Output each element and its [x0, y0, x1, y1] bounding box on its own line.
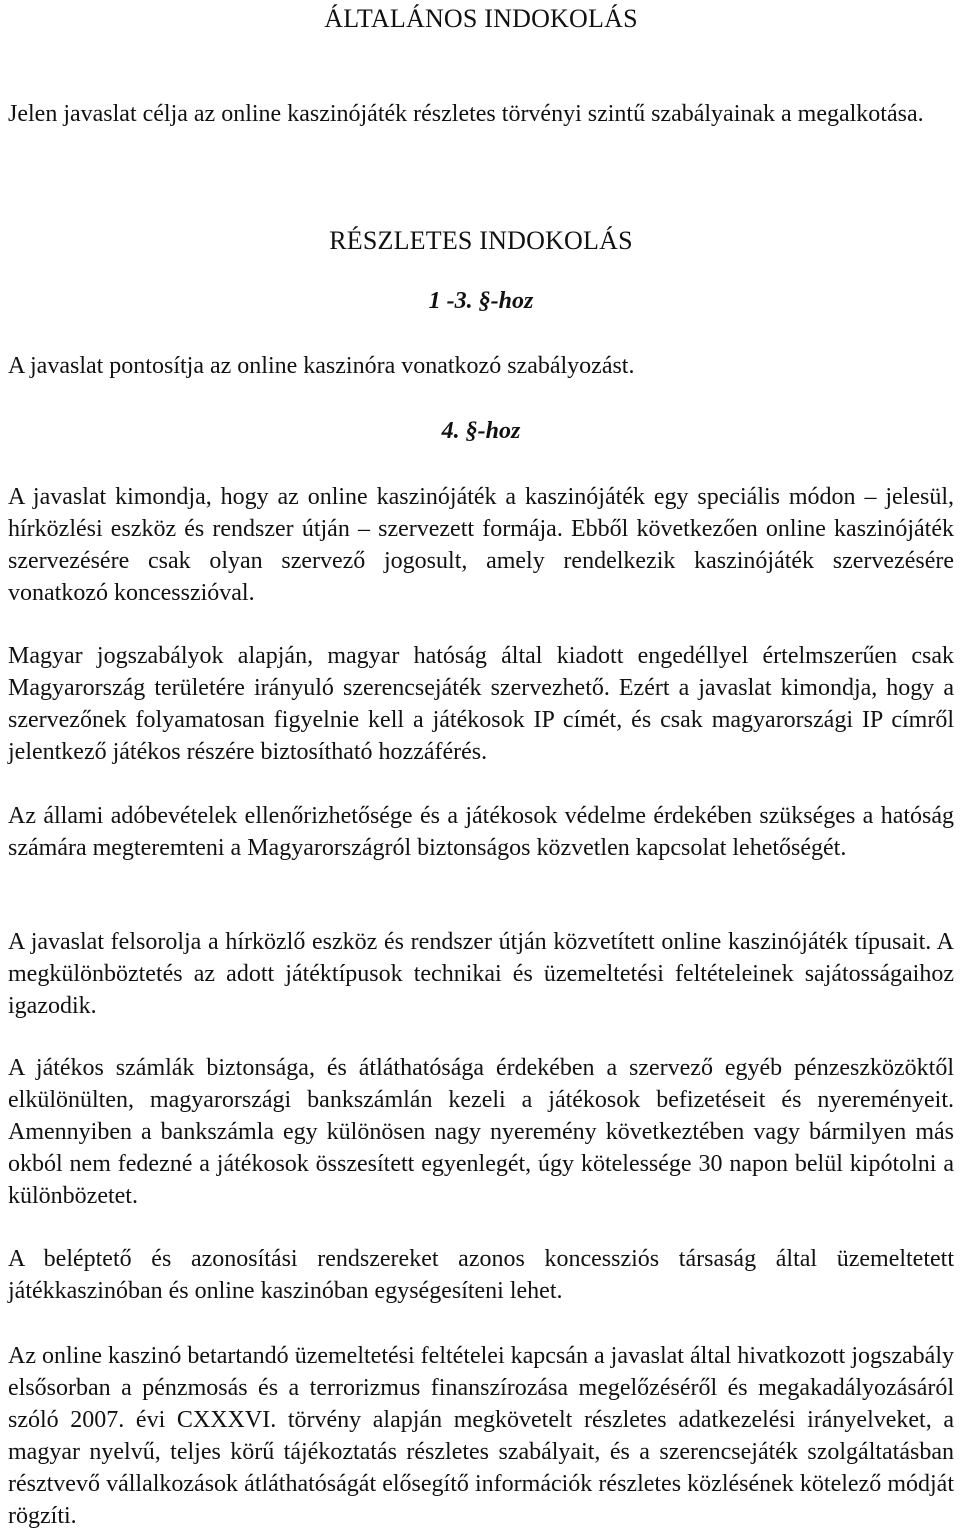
body-paragraph: A játékos számlák biztonsága, és átláthatósága érdekében a szervező egyéb pénzeszközöktől elkülönülten, magyarországi bankszámlán kezeli a játékosok befizetéseit és nyereményeit. Amennyiben a bankszámla egy különösen nagy nyeremény következtében vagy bármilyen más okból nem fedezné a játékosok összesített egyenlegét, úgy kötelessége 30 napon belül kipótolni a különbözetet. — [8, 1055, 954, 1209]
section-4-heading: 4. §-hoz — [441, 418, 521, 444]
detailed-justification-heading: RÉSZLETES INDOKOLÁS — [329, 226, 633, 255]
body-paragraph: A javaslat kimondja, hogy az online kaszinójáték a kaszinójáték egy speciális módon – jelesül, hírközlési eszköz és rendszer útján – szervezett formája. Ebből következően online kaszinójáték szervezésére csak olyan szervező jogosult, amely rendelkezik kaszinójáték szervezésére vonatkozó koncesszióval. — [8, 484, 954, 606]
body-paragraph: A javaslat felsorolja a hírközlő eszköz és rendszer útján közvetített online kaszinójáték típusait. A megkülönböztetés az adott játéktípusok technikai és üzemeltetési feltételeinek sajátosságaihoz igazodik. — [8, 929, 954, 1019]
general-justification-heading: ÁLTALÁNOS INDOKOLÁS — [324, 4, 638, 33]
body-paragraph: Az állami adóbevételek ellenőrizhetősége és a játékosok védelme érdekében szükséges a hatóság számára megteremteni a Magyarországról biztonságos közvetlen kapcsolat lehetőségét. — [8, 803, 954, 861]
intro-paragraph: Jelen javaslat célja az online kaszinójáték részletes törvényi szintű szabályainak a megalkotása. — [8, 101, 924, 127]
section-1-3-paragraph: A javaslat pontosítja az online kaszinóra vonatkozó szabályozást. — [8, 353, 635, 379]
body-paragraph: Az online kaszinó betartandó üzemeltetési feltételei kapcsán a javaslat által hivatkozott jogszabály elsősorban a pénzmosás és a terrorizmus finanszírozása megelőzéséről és megakadályozásáról szóló 2007. évi CXXXVI. törvény alapján megkövetelt részletes adatkezelési irányelveket, a magyar nyelvű, teljes körű tájékoztatás részletes szabályait, és a szerencsejáték szolgáltatásban résztvevő vállalkozások átláthatóságát elősegítő információk részletes közlésének kötelező módját rögzíti. — [8, 1343, 954, 1529]
body-paragraph: A beléptető és azonosítási rendszereket azonos koncessziós társaság által üzemeltetett játékkaszinóban és online kaszinóban egységesíteni lehet. — [8, 1246, 954, 1304]
section-1-3-heading: 1 -3. §-hoz — [428, 288, 534, 314]
body-paragraph: Magyar jogszabályok alapján, magyar hatóság által kiadott engedéllyel értelmszerűen csak Magyarország területére irányuló szerencsejáték szervezhető. Ezért a javaslat kimondja, hogy a szervezőnek folyamatosan figyelnie kell a játékosok IP címét, és csak magyarországi IP címről jelentkező játékos részére biztosítható hozzáférés. — [8, 643, 954, 765]
